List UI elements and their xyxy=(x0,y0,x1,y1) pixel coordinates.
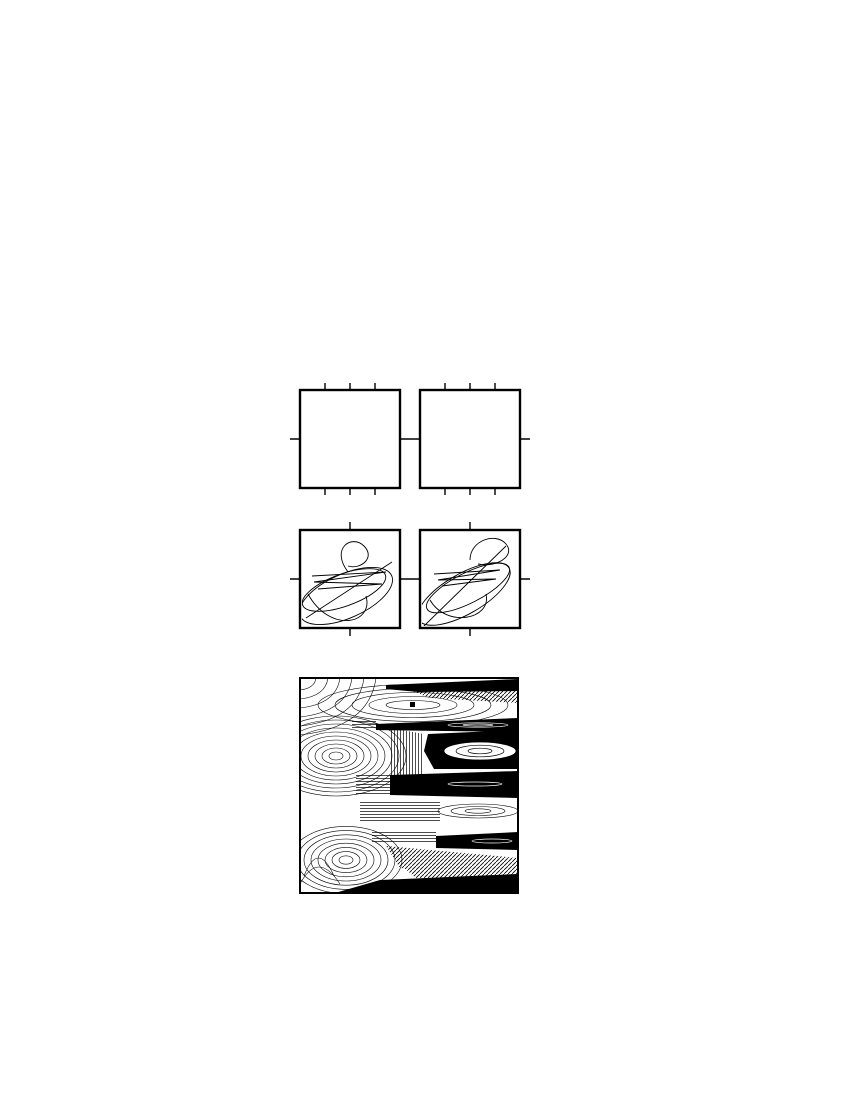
black-band-az0 xyxy=(390,771,518,798)
compare-box-ticks xyxy=(290,383,530,495)
hodogram-left xyxy=(291,542,400,637)
compare-box-left xyxy=(300,390,400,488)
contour-plot xyxy=(266,678,518,897)
particle-motion-panels xyxy=(290,522,530,637)
hodogram-right xyxy=(409,538,519,637)
compare-box-right xyxy=(420,390,520,488)
waveform-compare-panels xyxy=(290,383,530,495)
best-solution-marker xyxy=(410,702,415,707)
particle-box-left xyxy=(300,530,400,628)
